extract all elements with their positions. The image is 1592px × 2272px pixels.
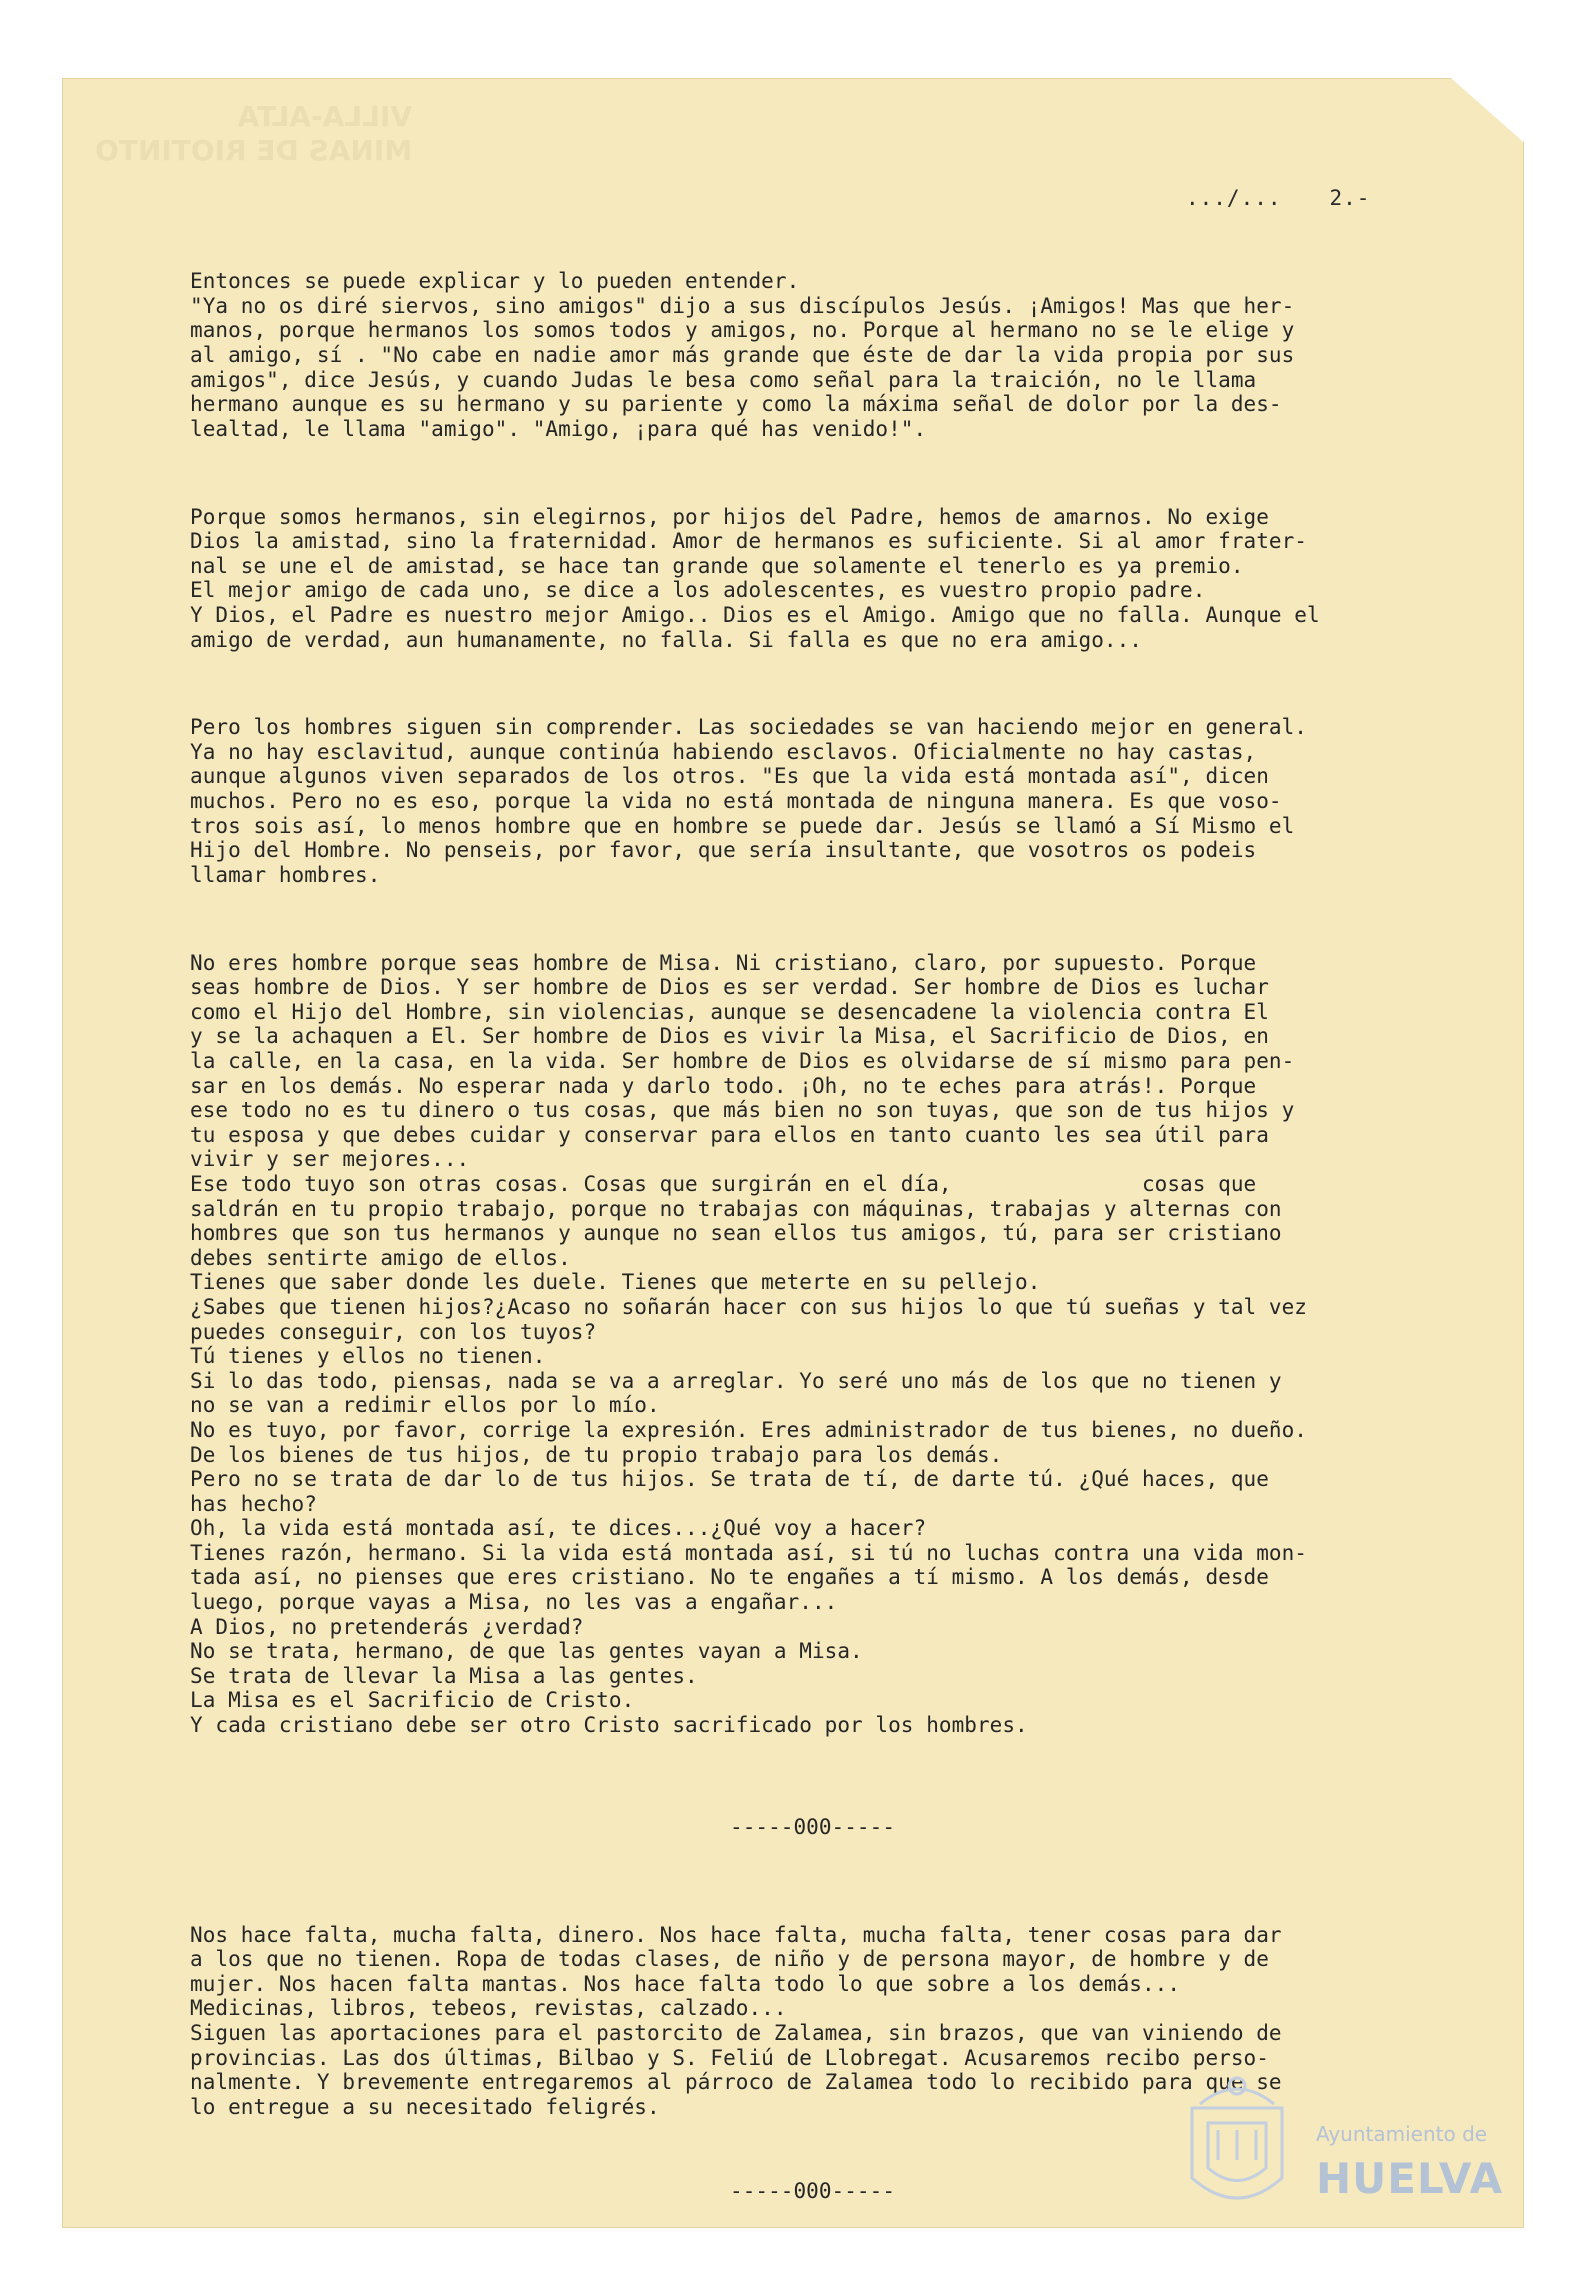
text-line: debes sentirte amigo de ellos. — [190, 1245, 571, 1270]
watermark-line-2: HUELVA — [1316, 2154, 1504, 2203]
text-line: llamar hombres. — [190, 862, 381, 887]
text-line: mujer. Nos hacen falta mantas. Nos hace falta todo lo que sobre a los demás... — [190, 1971, 1181, 1996]
text-line: De los bienes de tus hijos, de tu propio trabajo para los demás. — [190, 1442, 1003, 1467]
text-line: Dios la amistad, sino la fraternidad. Amor de hermanos es suficiente. Si al amor frater- — [190, 529, 1307, 554]
text-line: muchos. Pero no es eso, porque la vida no está montada de ninguna manera. Es que voso- — [190, 789, 1282, 814]
text-line: No es tuyo, por favor, corrige la expresión. Eres administrador de tus bienes, no dueño. — [190, 1417, 1307, 1442]
separator-1: -----000----- — [730, 1814, 896, 1839]
text-line: vivir y ser mejores... — [190, 1147, 470, 1172]
text-line: Nos hace falta, mucha falta, dinero. Nos hace falta, mucha falta, tener cosas para dar — [190, 1922, 1282, 1947]
text-line: sar en los demás. No esperar nada y darlo todo. ¡Oh, no te eches para atrás!. Porque — [190, 1073, 1257, 1098]
paragraph-1 — [190, 269, 1440, 441]
paragraph-2 — [190, 505, 1440, 653]
text-line: Pero no se trata de dar lo de tus hijos. Se trata de tí, de darte tú. ¿Qué haces, que — [190, 1467, 1269, 1492]
text-line: No eres hombre porque seas hombre de Misa. Ni cristiano, claro, por supuesto. Porque — [190, 950, 1257, 975]
bleed-through-header: VILLA-ALTA MINAS DE RIOTINTO — [95, 100, 413, 167]
text-line: amigo de verdad, aun humanamente, no falla. Si falla es que no era amigo... — [190, 627, 1142, 652]
text-line: Se trata de llevar la Misa a las gentes. — [190, 1663, 698, 1688]
text-line: Hijo del Hombre. No penseis, por favor, que sería insultante, que vosotros os podeis — [190, 838, 1257, 863]
watermark-line-1: Ayuntamiento de — [1316, 2122, 1488, 2146]
text-line: hermano aunque es su hermano y su pariente y como la máxima señal de dolor por la des- — [190, 392, 1282, 417]
text-line: tros sois así, lo menos hombre que en hombre se puede dar. Jesús se llamó a Sí Mismo el — [190, 813, 1295, 838]
text-line: manos, porque hermanos los somos todos y amigos, no. Porque al hermano no se le elige y — [190, 318, 1295, 343]
text-line: Tú tienes y ellos no tienen. — [190, 1344, 546, 1369]
text-line: La Misa es el Sacrificio de Cristo. — [190, 1688, 635, 1713]
page-number — [1186, 186, 1370, 210]
text-line: provincias. Las dos últimas, Bilbao y S. Feliú de Llobregat. Acusaremos recibo perso- — [190, 2045, 1269, 2070]
text-line: Entonces se puede explicar y lo pueden entender. — [190, 269, 800, 294]
text-line: El mejor amigo de cada uno, se dice a los adolescentes, es vuestro propio padre. — [190, 578, 1206, 603]
text-line: No se trata, hermano, de que las gentes vayan a Misa. — [190, 1639, 863, 1664]
text-line: Ese todo tuyo son otras cosas. Cosas que surgirán en el día, cosas que — [190, 1171, 1257, 1196]
text-line: Pero los hombres siguen sin comprender. Las sociedades se van haciendo mejor en general. — [190, 715, 1307, 740]
text-line: como el Hijo del Hombre, sin violencias, aunque se desencadene la violencia contra El — [190, 999, 1269, 1024]
text-line: no se van a redimir ellos por lo mío. — [190, 1393, 660, 1418]
text-line: "Ya no os diré siervos, sino amigos" dijo a sus discípulos Jesús. ¡Amigos! Mas que her- — [190, 293, 1295, 318]
text-line: saldrán en tu propio trabajo, porque no trabajas con máquinas, trabajas y alternas con — [190, 1196, 1282, 1221]
text-line: lo entregue a su necesitado feligrés. — [190, 2094, 660, 2119]
text-line: tu esposa y que debes cuidar y conservar para ellos en tanto cuanto les sea útil para — [190, 1122, 1269, 1147]
text-line: Y cada cristiano debe ser otro Cristo sacrificado por los hombres. — [190, 1713, 1028, 1738]
text-line: Oh, la vida está montada así, te dices...¿Qué voy a hacer? — [190, 1516, 927, 1541]
text-line: aunque algunos viven separados de los otros. "Es que la vida está montada así", dicen — [190, 764, 1269, 789]
paragraph-4 — [190, 951, 1440, 1738]
text-line: Siguen las aportaciones para el pastorcito de Zalamea, sin brazos, que van viniendo de — [190, 2020, 1282, 2045]
text-line: ese todo no es tu dinero o tus cosas, que más bien no son tuyas, que son de tus hijos y — [190, 1098, 1295, 1123]
separator-2: -----000----- — [730, 2178, 896, 2203]
text-line: has hecho? — [190, 1491, 317, 1516]
text-line: nal se une el de amistad, se hace tan grande que solamente el tenerlo es ya premio. — [190, 553, 1244, 578]
text-line: hombres que son tus hermanos y aunque no sean ellos tus amigos, tú, para ser cristiano — [190, 1221, 1282, 1246]
paragraph-3 — [190, 715, 1440, 887]
text-line: y se la achaquen a El. Ser hombre de Dios es vivir la Misa, el Sacrificio de Dios, en — [190, 1024, 1269, 1049]
text-line: amigos", dice Jesús, y cuando Judas le besa como señal para la traición, no le llama — [190, 367, 1257, 392]
page-number-value: 2.- — [1329, 186, 1371, 210]
page-ref: .../... — [1186, 186, 1282, 210]
text-line: luego, porque vayas a Misa, no les vas a engañar... — [190, 1590, 838, 1615]
text-line: Tienes que saber donde les duele. Tienes que meterte en su pellejo. — [190, 1270, 1041, 1295]
text-line: Si lo das todo, piensas, nada se va a arreglar. Yo seré uno más de los que no tienen y — [190, 1368, 1282, 1393]
text-line: ¿Sabes que tienen hijos?¿Acaso no soñarán hacer con sus hijos lo que tú sueñas y tal vez — [190, 1294, 1307, 1319]
text-line: Tienes razón, hermano. Si la vida está montada así, si tú no luchas contra una vida mon- — [190, 1540, 1307, 1565]
text-line: Y Dios, el Padre es nuestro mejor Amigo.. Dios es el Amigo. Amigo que no falla. Aunque el — [190, 602, 1320, 627]
text-line: Medicinas, libros, tebeos, revistas, calzado... — [190, 1996, 787, 2021]
text-line: Ya no hay esclavitud, aunque continúa habiendo esclavos. Oficialmente no hay castas, — [190, 739, 1257, 764]
text-line: tada así, no pienses que eres cristiano. No te engañes a tí mismo. A los demás, desde — [190, 1565, 1269, 1590]
text-line: puedes conseguir, con los tuyos? — [190, 1319, 597, 1344]
text-line: la calle, en la casa, en la vida. Ser hombre de Dios es olvidarse de sí mismo para pen- — [190, 1049, 1295, 1073]
text-line: A Dios, no pretenderás ¿verdad? — [190, 1614, 584, 1639]
text-line: a los que no tienen. Ropa de todas clases, de niño y de persona mayor, de hombre y de — [190, 1947, 1269, 1972]
text-line: al amigo, sí . "No cabe en nadie amor más grande que éste de dar la vida propia por sus — [190, 342, 1295, 367]
text-line: lealtad, le llama "amigo". "Amigo, ¡para qué has venido!". — [190, 416, 927, 441]
text-line: Porque somos hermanos, sin elegirnos, por hijos del Padre, hemos de amarnos. No exige — [190, 504, 1269, 529]
text-line: seas hombre de Dios. Y ser hombre de Dios es ser verdad. Ser hombre de Dios es luchar — [190, 975, 1269, 1000]
letter-body — [190, 220, 1440, 2242]
text-line: nalmente. Y brevemente entregaremos al párroco de Zalamea todo lo recibido para que se — [190, 2070, 1282, 2095]
